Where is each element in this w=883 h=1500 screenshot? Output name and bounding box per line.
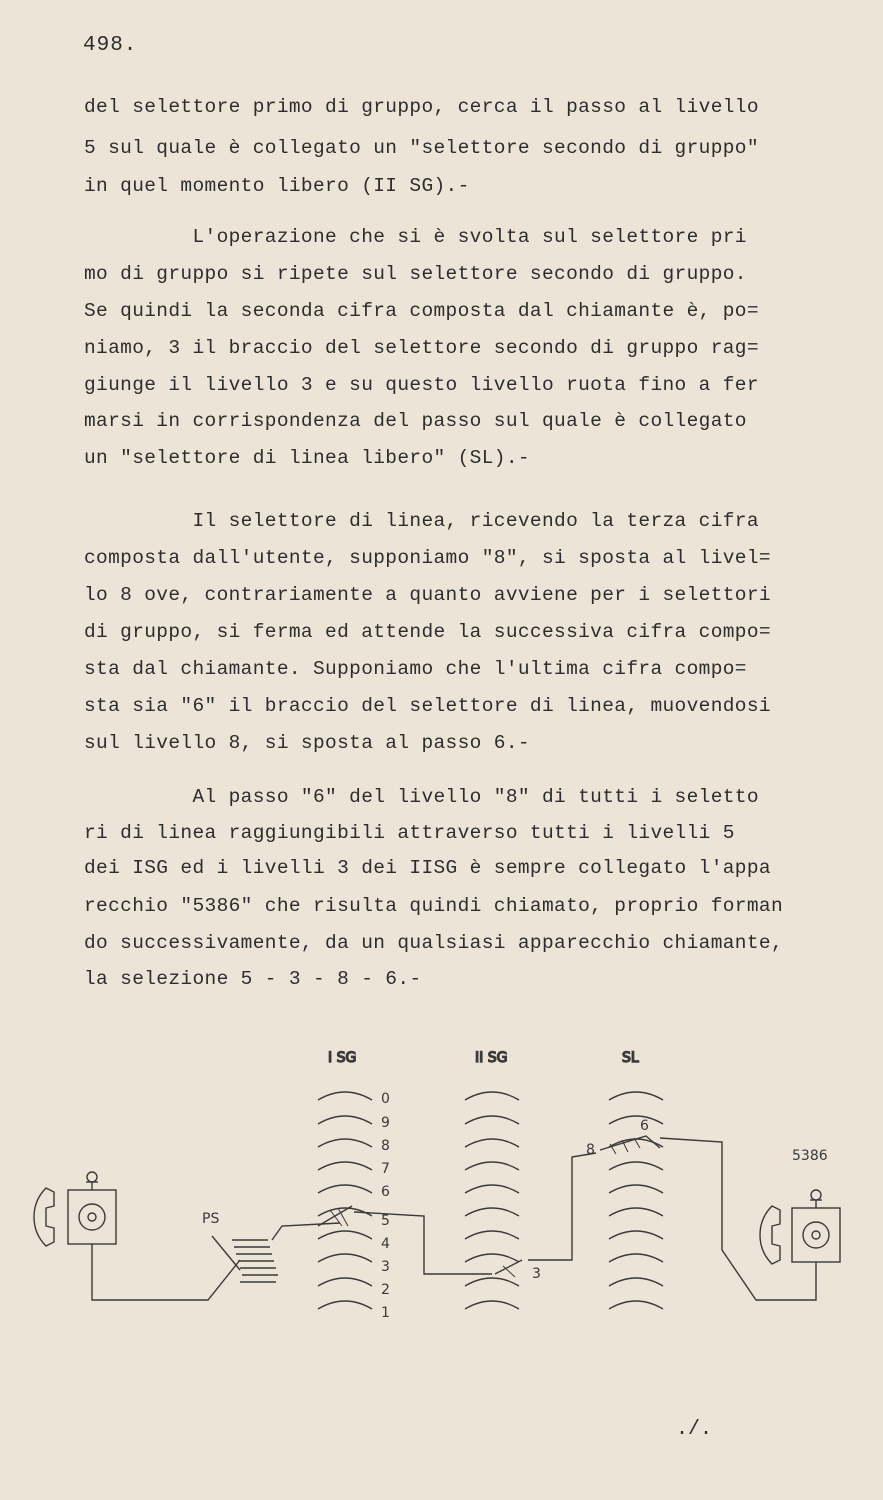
ps-selector [212,1236,278,1282]
text-line: dei ISG ed i livelli 3 dei IISG è sempre collegato l'appa [84,857,771,879]
text-line: sta dal chiamante. Supponiamo che l'ultima cifra compo= [84,658,747,680]
text-line: sta sia "6" il braccio del selettore di linea, muovendosi [84,695,771,717]
line-wire [272,1223,340,1240]
calling-phone-icon [34,1172,116,1246]
iisg-wiper-contacts [503,1266,515,1277]
level-label: 7 [381,1161,390,1177]
sl-bank [609,1092,663,1309]
sl-step-marker: 6 [640,1118,649,1134]
text-line: niamo, 3 il braccio del selettore secondo di gruppo rag= [84,337,759,359]
text-line: giunge il livello 3 e su questo livello ruota fino a fer [84,374,759,396]
text-line: mo di gruppo si ripete sul selettore secondo di gruppo. [84,263,747,285]
level-label: 3 [381,1259,390,1275]
level-label: 9 [381,1115,390,1131]
label-isg: I SG [328,1050,357,1066]
text-line: in quel momento libero (II SG).- [84,175,470,197]
iisg-wiper [495,1260,522,1274]
iisg-bank [465,1092,519,1309]
line-wire [354,1212,492,1274]
level-label: 5 [381,1213,390,1229]
text-line: la selezione 5 - 3 - 8 - 6.- [84,968,422,990]
page-number: 498. [83,34,138,57]
text-line: do successivamente, da un qualsiasi apparecchio chiamante, [84,932,784,954]
level-label: 0 [381,1091,390,1107]
text-line: 5 sul quale è collegato un "selettore secondo di gruppo" [84,137,759,159]
text-line: ri di linea raggiungibili attraverso tutti i livelli 5 [84,822,735,844]
page-footer: ./. [676,1418,713,1441]
line-wire [92,1244,240,1300]
text-line: marsi in corrispondenza del passo sul quale è collegato [84,410,747,432]
level-label: 8 [381,1138,390,1154]
text-line: recchio "5386" che risulta quindi chiamato, proprio forman [84,895,784,917]
sl-level-marker: 8 [586,1142,595,1158]
called-phone-icon [760,1190,840,1264]
text-line: Al passo "6" del livello "8" di tutti i seletto [84,786,759,808]
called-number: 5386 [792,1148,828,1164]
isg-bank [318,1092,372,1309]
label-iisg: II SG [475,1050,508,1066]
line-wire [528,1153,596,1260]
sl-wiper [600,1136,660,1150]
text-line: di gruppo, si ferma ed attende la successiva cifra compo= [84,621,771,643]
text-line: sul livello 8, si sposta al passo 6.- [84,732,530,754]
switching-diagram [0,1030,883,1360]
label-sl: SL [622,1050,639,1066]
text-line: Se quindi la seconda cifra composta dal chiamante è, po= [84,300,759,322]
iisg-marker: 3 [532,1266,541,1282]
text-line: lo 8 ove, contrariamente a quanto avviene per i selettori [84,584,771,606]
text-line: un "selettore di linea libero" (SL).- [84,447,530,469]
level-label: 2 [381,1282,390,1298]
level-label: 4 [381,1236,390,1252]
text-line: L'operazione che si è svolta sul selettore pri [84,226,747,248]
level-label: 6 [381,1184,390,1200]
level-label: 1 [381,1305,390,1321]
text-line: composta dall'utente, supponiamo "8", si sposta al livel= [84,547,771,569]
label-ps: PS [202,1211,220,1227]
text-line: del selettore primo di gruppo, cerca il passo al livello [84,96,759,118]
text-line: Il selettore di linea, ricevendo la terza cifra [84,510,759,532]
